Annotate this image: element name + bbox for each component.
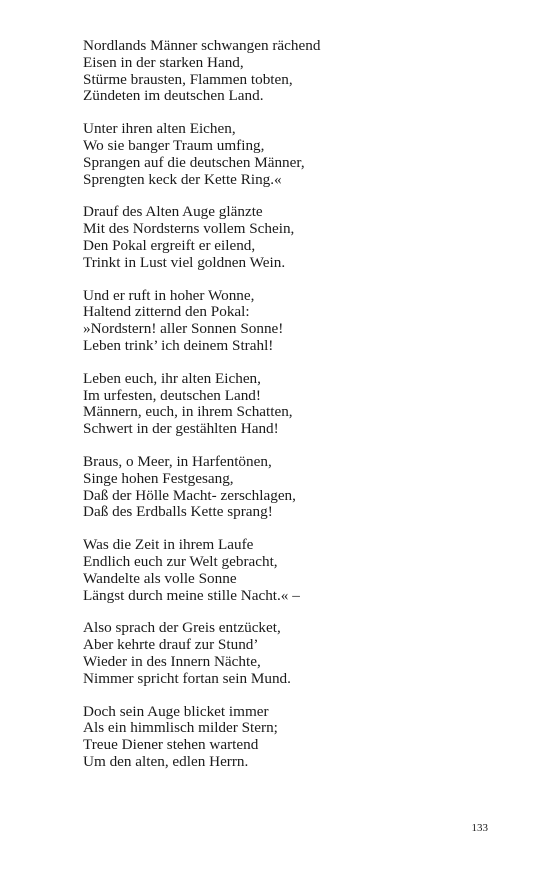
poem-line: Als ein himmlisch milder Stern;	[83, 719, 278, 737]
poem-line: Treue Diener stehen wartend	[83, 736, 259, 754]
stanza-1	[83, 38, 503, 105]
poem-line: Drauf des Alten Auge glänzte	[83, 203, 263, 221]
stanza-2	[83, 121, 503, 188]
poem-line: Nimmer spricht fortan sein Mund.	[83, 669, 291, 687]
poem-line: Aber kehrte drauf zur Stund’	[83, 636, 259, 654]
poem-line: Wieder in des Innern Nächte,	[83, 652, 261, 670]
poem-line: Wandelte als volle Sonne	[83, 569, 237, 587]
poem-line: Unter ihren alten Eichen,	[83, 120, 236, 138]
poem-line: Also sprach der Greis entzücket,	[83, 619, 281, 637]
stanza-4	[83, 288, 503, 355]
stanza-5	[83, 371, 503, 438]
poem-line: Im urfesten, deutschen Land!	[83, 386, 261, 404]
poem-line: Eisen in der starken Hand,	[83, 53, 244, 71]
stanza-7	[83, 537, 503, 604]
poem-line: Singe hohen Festgesang,	[83, 469, 234, 487]
page-number: 133	[471, 822, 488, 834]
poem-line: Nordlands Männer schwangen rächend	[83, 37, 321, 54]
poem-line: Leben euch, ihr alten Eichen,	[83, 369, 261, 387]
poem-line: Doch sein Auge blicket immer	[83, 702, 269, 720]
poem-line: Daß des Erdballs Kette sprang!	[83, 503, 273, 521]
poem-line: »Nordstern! aller Sonnen Sonne!	[83, 320, 284, 338]
poem-line: Männern, euch, in ihrem Schatten,	[83, 403, 293, 421]
poem-line: Sprangen auf die deutschen Männer,	[83, 153, 305, 171]
poem-line: Braus, o Meer, in Harfentönen,	[83, 452, 272, 470]
poem-line: Längst durch meine stille Nacht.« –	[83, 586, 300, 604]
poem-line: Haltend zitternd den Pokal:	[83, 303, 250, 321]
poem-line: Den Pokal ergreift er eilend,	[83, 236, 256, 254]
stanza-6	[83, 454, 503, 521]
poem-line: Stürme brausten, Flammen tobten,	[83, 70, 293, 88]
poem-line: Sprengten keck der Kette Ring.«	[83, 170, 282, 188]
poem-line: Zündeten im deutschen Land.	[83, 87, 264, 105]
poem-line: Daß der Hölle Macht- zerschlagen,	[83, 486, 296, 504]
poem-line: Endlich euch zur Welt gebracht,	[83, 552, 278, 570]
stanza-8	[83, 620, 503, 687]
poem-line: Leben trink’ ich deinem Strahl!	[83, 336, 274, 354]
poem-line: Was die Zeit in ihrem Laufe	[83, 536, 254, 554]
stanza-3	[83, 204, 503, 271]
poem-line: Mit des Nordsterns vollem Schein,	[83, 220, 295, 238]
poem-line: Wo sie banger Traum umfing,	[83, 136, 265, 154]
poem-line: Schwert in der gestählten Hand!	[83, 420, 279, 438]
poem-line: Trinkt in Lust viel goldnen Wein.	[83, 253, 286, 271]
poem-text	[83, 38, 503, 787]
stanza-9	[83, 704, 503, 771]
poem-line: Und er ruft in hoher Wonne,	[83, 286, 255, 304]
poem-line: Um den alten, edlen Herrn.	[83, 752, 249, 770]
